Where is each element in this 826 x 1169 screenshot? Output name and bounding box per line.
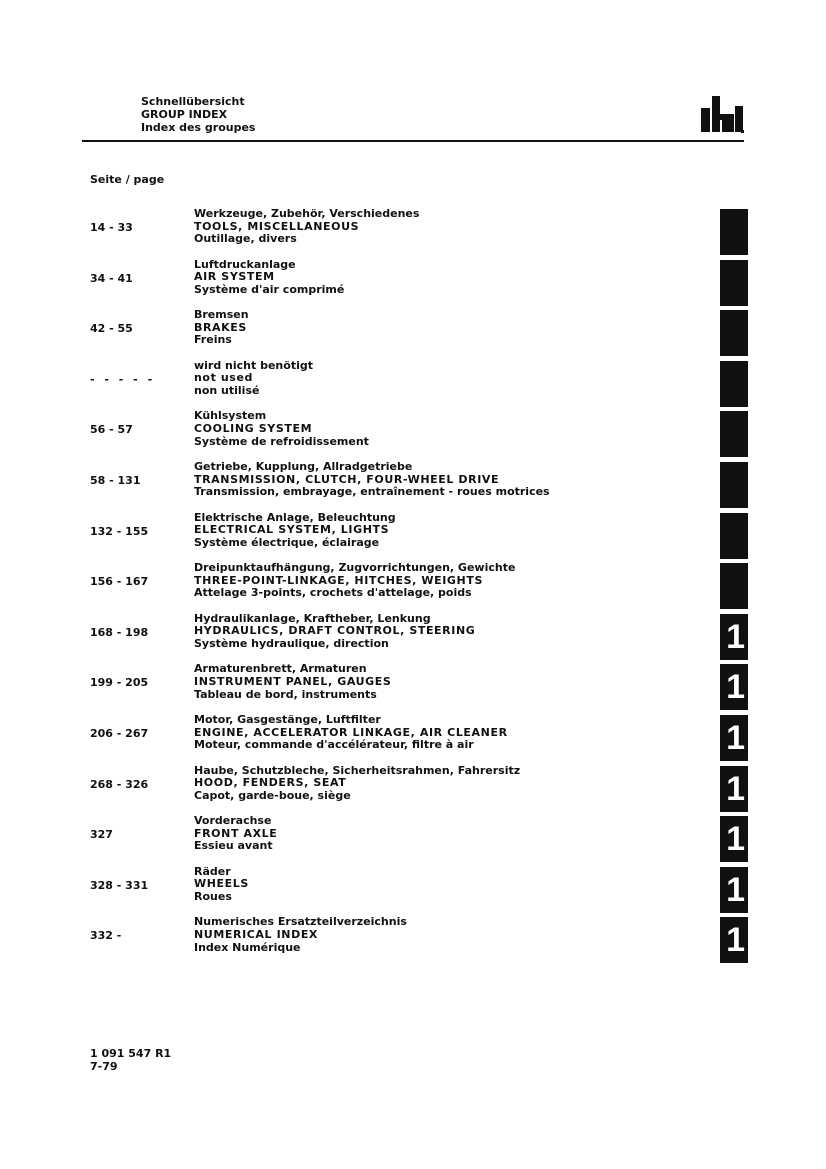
group-title-en: BRAKES [194,320,247,334]
index-entry [0,410,700,452]
index-entry [0,259,700,301]
group-title-fr: Attelage 3-points, crochets d'attelage, poids [194,586,472,600]
group-description [194,765,520,803]
group-title-en: INSTRUMENT PANEL, GAUGES [194,674,392,688]
group-title-de: Kühlsystem [194,409,267,423]
group-title-de: Dreipunktaufhängung, Zugvorrichtungen, Gewichte [194,561,516,575]
index-entry [0,714,700,756]
title-de: Schnellübersicht [141,95,245,108]
section-tab[interactable] [720,310,748,356]
index-entry [0,360,700,402]
page-range: 14 - 33 [90,221,133,234]
section-tab[interactable] [720,260,748,306]
section-tab-number: 1 [726,820,745,859]
group-title-de: Armaturenbrett, Armaturen [194,662,367,676]
section-tab[interactable] [720,563,748,609]
group-title-de: Numerisches Ersatzteilverzeichnis [194,915,407,929]
group-title-en: ENGINE, ACCELERATOR LINKAGE, AIR CLEANER [194,725,508,739]
section-tab-number: 1 [726,617,745,656]
page-range: 132 - 155 [90,524,149,538]
section-tab[interactable] [720,766,748,812]
document-date: 7-79 [90,1060,118,1073]
section-tab[interactable] [720,209,748,255]
group-title-de: wird nicht benötigt [194,358,313,372]
group-description [194,360,313,398]
index-entry [0,461,700,503]
page-range: 332 - [90,929,122,943]
group-description [194,663,391,701]
header [141,95,255,134]
group-title-en: TOOLS, MISCELLANEOUS [194,219,360,233]
page-range: 156 - 167 [90,575,149,589]
index-entry [0,916,700,958]
group-title-de: Bremsen [194,308,249,322]
group-description [194,866,249,904]
document-number: 1 091 547 R1 [90,1047,172,1060]
section-tab[interactable] [720,917,748,963]
section-tab[interactable] [720,411,748,457]
section-tab[interactable] [720,614,748,660]
group-description [194,562,515,600]
group-title-fr: Outillage, divers [194,232,297,246]
ih-logo-icon [699,96,745,134]
group-description [194,259,344,297]
group-title-de: Elektrische Anlage, Beleuchtung [194,510,396,524]
group-title-de: Luftdruckanlage [194,257,296,271]
index-entry [0,815,700,857]
section-tab[interactable] [720,361,748,407]
index-entry [0,613,700,655]
group-title-fr: Capot, garde-boue, siège [194,788,351,802]
section-tab[interactable] [720,816,748,862]
header-rule [82,140,744,142]
index-entry [0,663,700,705]
group-title-fr: Moteur, commande d'accélérateur, filtre à air [194,738,474,752]
index-entry [0,309,700,351]
group-title-de: Getriebe, Kupplung, Allradgetriebe [194,460,413,473]
index-entry [0,562,700,604]
index-entry [0,765,700,807]
group-title-de: Räder [194,864,231,878]
group-description [194,461,550,499]
group-title-fr: Essieu avant [194,839,273,853]
page-column-label: Seite / page [90,173,165,186]
group-title-fr: Freins [194,333,232,347]
page-range: - - - - - [90,372,156,386]
page-range: 168 - 198 [90,625,149,639]
group-description [194,512,396,550]
page-range: 199 - 205 [90,676,149,690]
group-description [194,410,369,448]
group-title-fr: Système électrique, éclairage [194,535,380,549]
group-description [194,309,249,347]
group-title-de: Werkzeuge, Zubehör, Verschiedenes [194,207,420,220]
group-title-de: Hydraulikanlage, Kraftheber, Lenkung [194,611,431,625]
group-title-en: THREE-POINT-LINKAGE, HITCHES, WEIGHTS [194,573,483,587]
group-title-fr: Système hydraulique, direction [194,636,389,650]
section-tab[interactable] [720,867,748,913]
group-title-de: Haube, Schutzbleche, Sicherheitsrahmen, Fahrersitz [194,763,521,777]
page-range: 327 [90,828,113,842]
page-range: 34 - 41 [90,271,133,285]
group-title-fr: Transmission, embrayage, entraînement - roues motrices [194,485,550,499]
group-title-de: Vorderachse [194,814,272,828]
group-title-fr: Index Numérique [194,940,301,954]
group-title-en: AIR SYSTEM [194,270,275,284]
group-title-en: FRONT AXLE [194,826,278,840]
page-range: 42 - 55 [90,322,133,336]
group-description [194,916,407,954]
group-title-fr: Système d'air comprimé [194,282,345,296]
page-range: 58 - 131 [90,474,141,487]
index-entry [0,866,700,908]
group-description [194,613,475,651]
group-title-en: TRANSMISSION, CLUTCH, FOUR-WHEEL DRIVE [194,472,500,486]
page-range: 268 - 326 [90,777,149,791]
page-range: 56 - 57 [90,423,133,437]
index-entry [0,512,700,554]
group-title-fr: non utilisé [194,383,260,397]
group-title-en: HYDRAULICS, DRAFT CONTROL, STEERING [194,624,476,638]
group-title-fr: Roues [194,889,232,903]
page-range: 206 - 267 [90,727,149,740]
section-tab-number: 1 [726,870,745,909]
section-tab-number: 1 [726,719,745,757]
section-tab[interactable] [720,513,748,559]
group-description [194,208,419,246]
section-tab-number: 1 [726,921,745,960]
index-entry [0,208,700,250]
group-title-fr: Système de refroidissement [194,434,369,448]
section-tab[interactable] [720,462,748,508]
group-title-en: not used [194,371,253,385]
title-en: GROUP INDEX [141,108,228,121]
group-title-en: NUMERICAL INDEX [194,927,319,941]
group-title-en: WHEELS [194,877,249,891]
section-tab-number: 1 [726,769,745,808]
title-fr: Index des groupes [141,121,256,134]
section-tab[interactable] [720,715,748,761]
page-range: 328 - 331 [90,878,149,892]
group-title-de: Motor, Gasgestänge, Luftfilter [194,713,381,726]
group-title-fr: Tableau de bord, instruments [194,687,377,701]
group-description [194,714,508,752]
group-title-en: COOLING SYSTEM [194,421,313,435]
section-tab[interactable] [720,664,748,710]
group-title-en: HOOD, FENDERS, SEAT [194,776,347,790]
group-title-en: ELECTRICAL SYSTEM, LIGHTS [194,523,390,537]
section-tab-number: 1 [726,668,745,707]
group-description [194,815,277,853]
